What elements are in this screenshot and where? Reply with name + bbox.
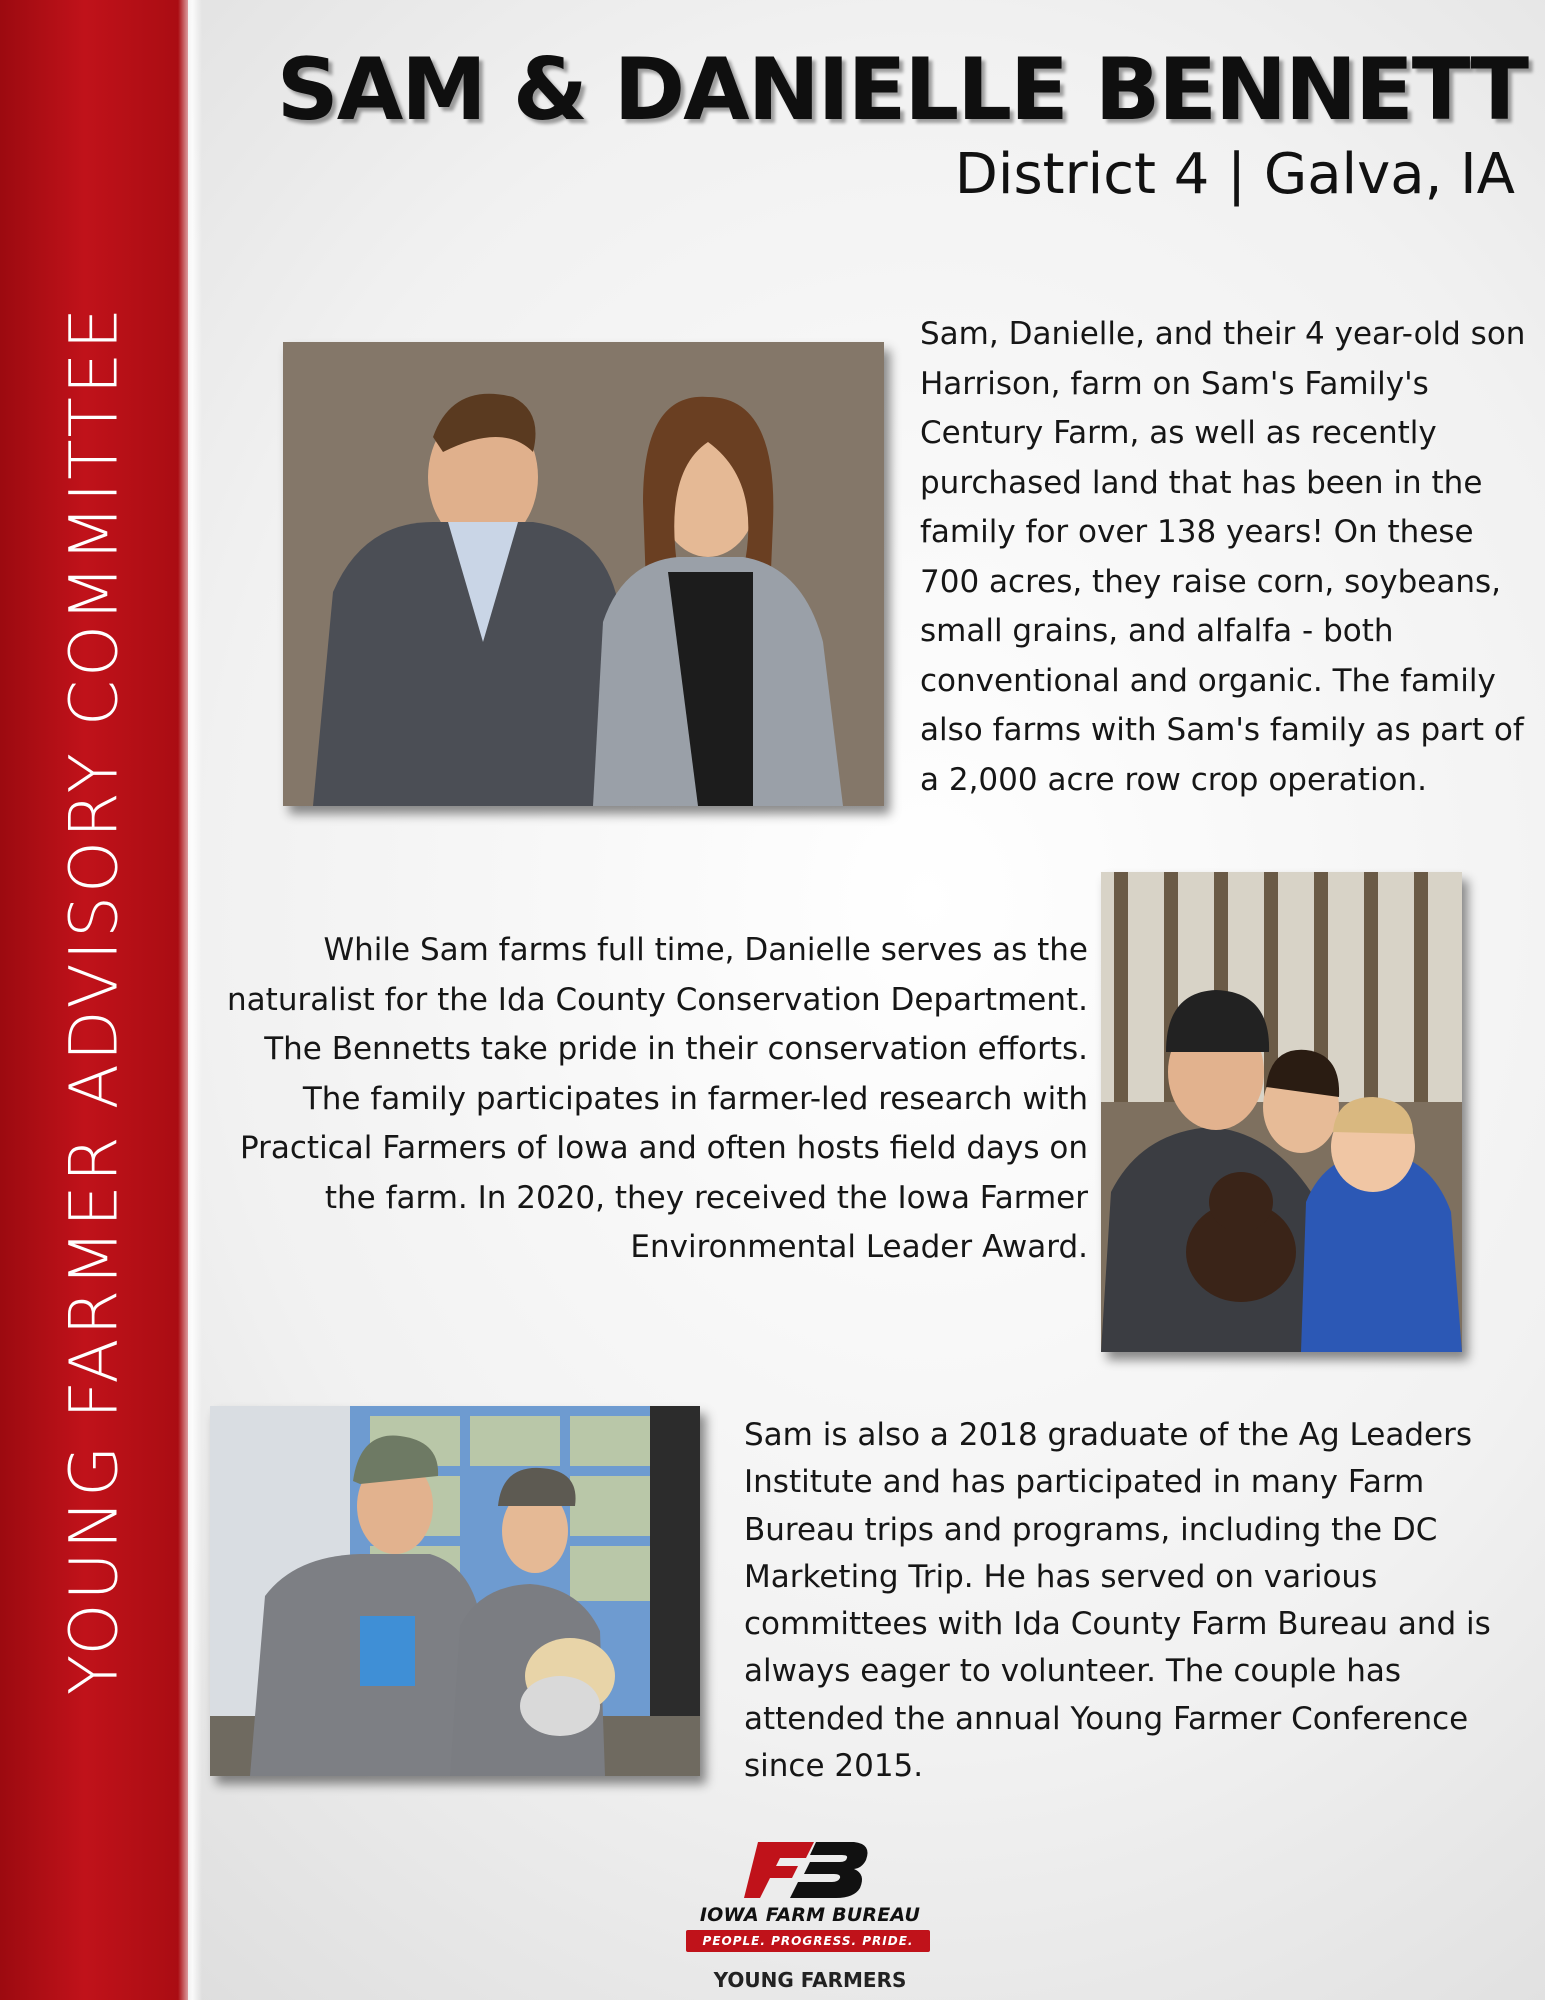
- event-family-photo: [210, 1406, 700, 1776]
- page-title: SAM & DANIELLE BENNETT: [276, 40, 1527, 140]
- family-puppy-photo: [1101, 872, 1462, 1352]
- logo-name: IOWA FARM BUREAU: [699, 1904, 921, 1926]
- page-subtitle: District 4 | Galva, IA: [954, 142, 1515, 207]
- intro-paragraph: Sam, Danielle, and their 4 year-old son Harrison, farm on Sam's Family's Century Farm, as well as recently purchased land that has been in the family for over 138 years! On these 700 acres, they raise corn, soybeans, small grains, and alfalfa - both conventional and organic. The family also farms with Sam's family as part of a 2,000 acre row crop operation.: [920, 316, 1526, 798]
- career-paragraph: While Sam farms full time, Danielle serves as the naturalist for the Ida County Conservation Department. The Bennetts take pride in their conservation efforts. The family participates in farmer-led research with Practical Farmers of Iowa and often hosts field days on the farm. In 2020, they received the Iowa Farmer Environmental Leader Award.: [227, 932, 1088, 1265]
- sidebar-label: YOUNG FARMER ADVISORY COMMITTEE: [55, 304, 133, 1696]
- couple-portrait-photo: [283, 342, 884, 806]
- sidebar-edge: [178, 0, 202, 2000]
- fb-logo-icon: [744, 1838, 876, 1900]
- logo-tagline: PEOPLE. PROGRESS. PRIDE.: [686, 1930, 930, 1952]
- iowa-farm-bureau-logo: [680, 1838, 940, 1998]
- logo-subtitle: YOUNG FARMERS: [713, 1968, 907, 1992]
- involvement-paragraph: Sam is also a 2018 graduate of the Ag Leaders Institute and has participated in many Farm Bureau trips and programs, including the DC Marketing Trip. He has served on various committees with Ida County Farm Bureau and is always eager to volunteer. The couple has attended the annual Young Farmer Conference since 2015.: [744, 1417, 1491, 1785]
